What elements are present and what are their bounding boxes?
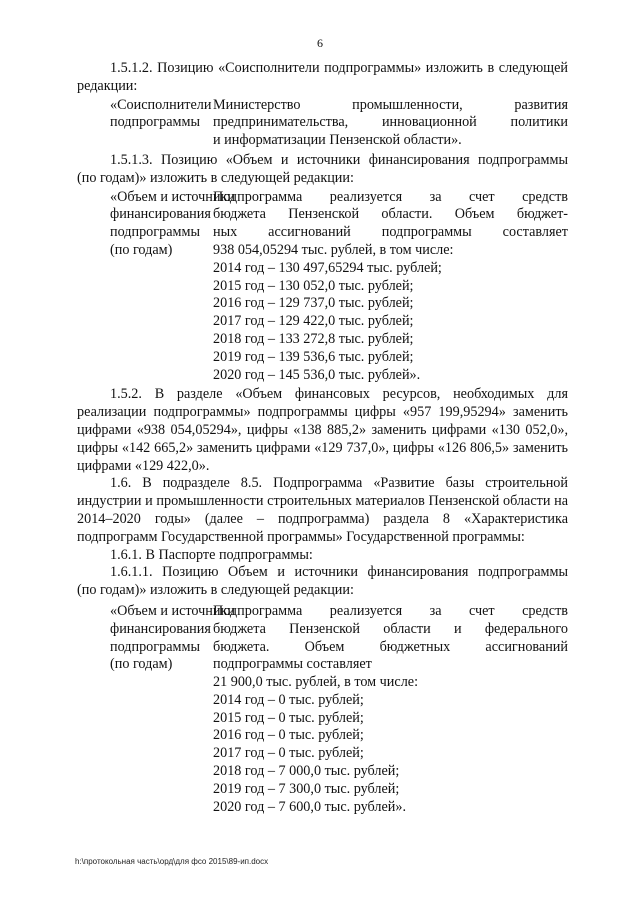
- value-line: Подпрограмма реализуется за счет средств: [213, 602, 568, 619]
- paragraph-1-6-1-1: 1.6.1.1. Позицию Объем и источники финансирования подпрограммы: [110, 564, 568, 581]
- label-line: (по годам): [110, 241, 173, 258]
- year-line: 2019 год – 7 300,0 тыс. рублей;: [213, 780, 400, 797]
- block-coexecutors-value: [213, 97, 568, 150]
- file-path-footer: h:\протокольная часть\орд\для фсо 2015\89-ип.docx: [75, 857, 269, 866]
- page-number: 6: [317, 36, 323, 50]
- value-line: бюджета. Объем бюджетных ассигнований: [213, 638, 568, 655]
- value-line: подпрограммы составляет: [213, 656, 372, 673]
- label-line: (по годам): [110, 656, 173, 673]
- value-line: и информатизации Пензенской области».: [213, 132, 462, 149]
- paragraph-1-6: 1.6. В подразделе 8.5. Подпрограмма «Развитие базы строительной индустрии и промышленности строительных материалов Пензенской области на 2014–2020 годы» (далее – подпрограмма) раздела 8 «Характеристика подпрограмм Государственной программы» Государственной программы:: [77, 475, 568, 545]
- year-line: 2014 год – 130 497,65294 тыс. рублей;: [213, 259, 442, 276]
- year-line: 2020 год – 145 536,0 тыс. рублей».: [213, 366, 421, 383]
- block-coexecutors-label: [77, 97, 213, 150]
- label-line: «Объем и источники: [110, 602, 235, 619]
- value-line: бюджета Пензенской области и федерального: [213, 620, 568, 637]
- label-line: подпрограммы: [110, 114, 200, 131]
- paragraph-1-5-2: 1.5.2. В разделе «Объем финансовых ресурсов, необходимых для реализации подпрограммы» подпрограммы цифры «957 199,95294» заменить цифрами «938 054,05294», цифры «138 885,2» заменить цифрами «130 052,0», цифры «142 665,2» заменить цифрами «129 737,0», цифры «126 806,5» заменить цифрами «129 422,0».: [77, 386, 568, 474]
- value-line: ных ассигнований подпрограммы составляет: [213, 224, 568, 241]
- year-line: 2018 год – 7 000,0 тыс. рублей;: [213, 763, 400, 780]
- year-line: 2015 год – 0 тыс. рублей;: [213, 709, 364, 726]
- label-line: финансирования: [110, 206, 211, 223]
- value-line: 21 900,0 тыс. рублей, в том числе:: [213, 674, 419, 691]
- label-line: подпрограммы: [110, 638, 200, 655]
- label-line: финансирования: [110, 620, 211, 637]
- year-line: 2020 год – 7 600,0 тыс. рублей».: [213, 798, 406, 815]
- paragraph-1-6-1: 1.6.1. В Паспорте подпрограммы:: [110, 546, 313, 563]
- block-funding-1-value: [213, 189, 568, 385]
- year-line: 2019 год – 139 536,6 тыс. рублей;: [213, 348, 414, 365]
- year-line: 2018 год – 133 272,8 тыс. рублей;: [213, 330, 414, 347]
- paragraph-1-5-1-3-end: (по годам)» изложить в следующей редакции:: [77, 169, 354, 186]
- block-funding-2: [77, 603, 568, 817]
- year-line: 2016 год – 0 тыс. рублей;: [213, 727, 364, 744]
- value-line: бюджета Пензенской области. Объем бюджет-: [213, 206, 568, 223]
- value-line: предпринимательства, инновационной политики: [213, 114, 568, 131]
- year-line: 2017 год – 0 тыс. рублей;: [213, 745, 364, 762]
- year-line: 2017 год – 129 422,0 тыс. рублей;: [213, 313, 414, 330]
- value-line: 938 054,05294 тыс. рублей, в том числе:: [213, 241, 454, 258]
- block-funding-1: [77, 189, 568, 385]
- label-line: подпрограммы: [110, 224, 200, 241]
- paragraph-1-6-1-1-end: (по годам)» изложить в следующей редакции:: [77, 582, 354, 599]
- paragraph-1-5-1-2-end: редакции:: [77, 77, 138, 94]
- document-body: [77, 60, 568, 816]
- value-line: Подпрограмма реализуется за счет средств: [213, 188, 568, 205]
- value-line: Министерство промышленности, развития: [213, 96, 568, 113]
- block-coexecutors: [77, 97, 568, 150]
- block-funding-2-value: [213, 603, 568, 817]
- year-line: 2016 год – 129 737,0 тыс. рублей;: [213, 295, 414, 312]
- block-funding-2-label: [77, 602, 235, 817]
- label-line: «Объем и источники: [110, 188, 235, 205]
- label-line: «Соисполнители: [110, 96, 212, 113]
- paragraph-1-5-1-3: 1.5.1.3. Позицию «Объем и источники финансирования подпрограммы: [110, 151, 568, 168]
- year-line: 2014 год – 0 тыс. рублей;: [213, 691, 364, 708]
- paragraph-1-5-1-2: 1.5.1.2. Позицию «Соисполнители подпрограммы» изложить в следующей: [110, 60, 568, 76]
- year-line: 2015 год – 130 052,0 тыс. рублей;: [213, 277, 414, 294]
- block-funding-1-label: [77, 188, 235, 385]
